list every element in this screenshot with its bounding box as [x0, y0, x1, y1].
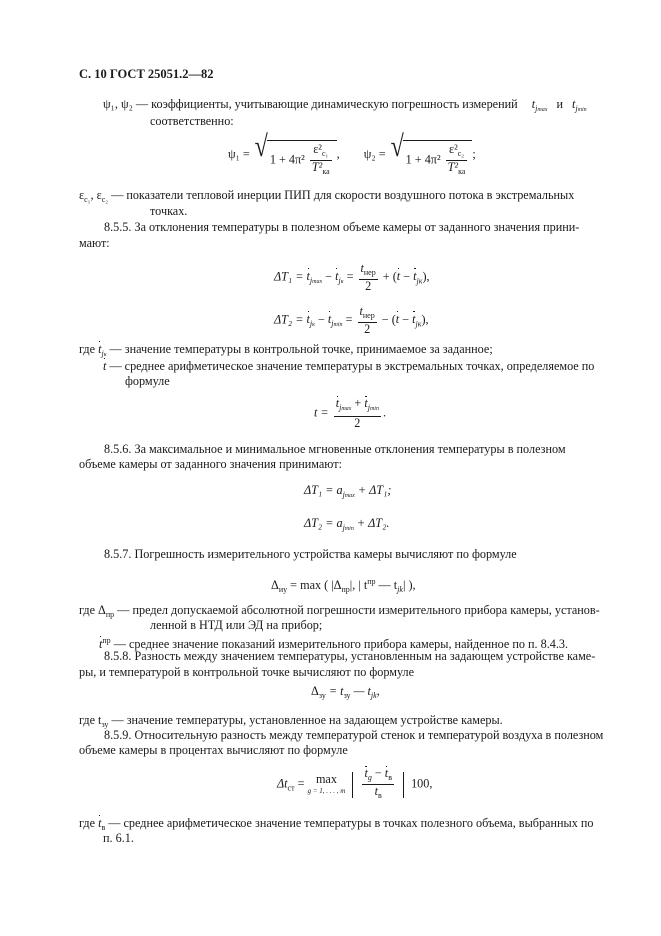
page-header: С. 10 ГОСТ 25051.2—82 — [79, 67, 214, 81]
p858-line2: ры, и температурой в контрольной точке вычисляют по формуле — [79, 665, 415, 679]
psi-definition: ψ₁, ψ₂ — коэффициенты, учитывающие динамическую погрешность измерений $t_{jmax}$ и $t_{jmin}$ — [103, 97, 587, 113]
where-tpr: $t^{пр}$ — среднее значение показаний измерительного прибора камеры, найденное по п. 8.4.3. — [99, 636, 569, 651]
where-tbar-cont: формуле — [125, 374, 170, 388]
where-tk: где $t_{jк}$ — значение температуры в контрольной точке, принимаемое за заданное; — [79, 342, 493, 358]
dt1-formula: $\Delta T_1 = t_{jmax} - t_{jк}$ = $\frac{t_{нер}}{2}$ + $(t - t_{jк})$, — [274, 261, 430, 293]
tbar-formula: t = $\frac{t_{jmax} + t_{jmin}}{2}$ . — [314, 396, 386, 430]
psi-formula: ψ₁ = √ 1 + 4π² $\frac{\varepsilon^2_{c_1}}{T^2_{ка}}$ , ψ₂ = √ 1 + 4π² $\frac{\varepsilon^2_{c_2}}{T^2_{ка}}$ ; — [228, 130, 476, 176]
p858-line1: 8.5.8. Разность между значением температуры, установленным на задающем устройстве каме- — [104, 649, 596, 663]
p855-line1: 8.5.5. За отклонения температуры в полезном объеме камеры от заданного значения прини- — [104, 220, 580, 234]
delta-zu-formula: $\Delta_{зу} = t_{зу}$ — $t_{jk}$, — [311, 684, 380, 700]
where-dpr: где $\Delta_{пр}$ — предел допускаемой абсолютной погрешности измерительного прибора камеры, установ- — [79, 603, 600, 619]
p855-line2: мают: — [79, 236, 110, 250]
eps-definition-cont: точках. — [150, 204, 188, 218]
delta-iu-formula: $\Delta_{иу} = \max$ ( $|\Delta_{пр}|$, | $t^{пр}$ — $t_{jk}|$ ), — [271, 577, 416, 594]
where-tzu: где $t_{зу}$ — значение температуры, установленное на задающем устройстве камеры. — [79, 713, 503, 729]
inst-formula-1: $\Delta T_1 = a_{jmax} + \Delta T_1$; — [304, 483, 392, 499]
p859-line1: 8.5.9. Относительную разность между температурой стенок и температурой воздуха в полезном — [104, 728, 604, 742]
delta-st-formula: $\Delta t_{ст}$ = max g = 1, . . . , m $\frac{t_g - t_в}{t_в}$ 100, — [277, 766, 433, 800]
p856-line2: объеме камеры от заданного значения принимают: — [79, 457, 342, 471]
where-tv: где $t_в$ — среднее арифметическое значение температуры в точках полезного объема, выбранных по — [79, 816, 594, 832]
eps-definition: $\varepsilon_{c_1}$, $\varepsilon_{c_2}$ — показатели тепловой инерции ПИП для скорости воздушного потока в экстремальных — [79, 188, 575, 204]
where-tv-cont: п. 6.1. — [103, 831, 134, 845]
p857-line1: 8.5.7. Погрешность измерительного устройства камеры вычисляют по формуле — [104, 547, 517, 561]
dt2-formula: $\Delta T_2 = t_{jк} - t_{jmin}$ = $\frac{t_{нер}}{2}$ − $(t - t_{jк})$, — [274, 304, 429, 336]
where-dpr-cont: ленной в НТД или ЭД на прибор; — [150, 618, 323, 632]
p856-line1: 8.5.6. За максимальное и минимальное мгновенные отклонения температуры в полезном — [104, 442, 566, 456]
where-tbar: t — среднее арифметическое значение температуры в экстремальных точках, определяемое по — [103, 359, 595, 373]
inst-formula-2: $\Delta T_2 = a_{jmin} + \Delta T_2$. — [304, 516, 390, 532]
p859-line2: объеме камеры в процентах вычисляют по формуле — [79, 743, 348, 757]
psi-definition-cont: соответственно: — [150, 114, 234, 128]
